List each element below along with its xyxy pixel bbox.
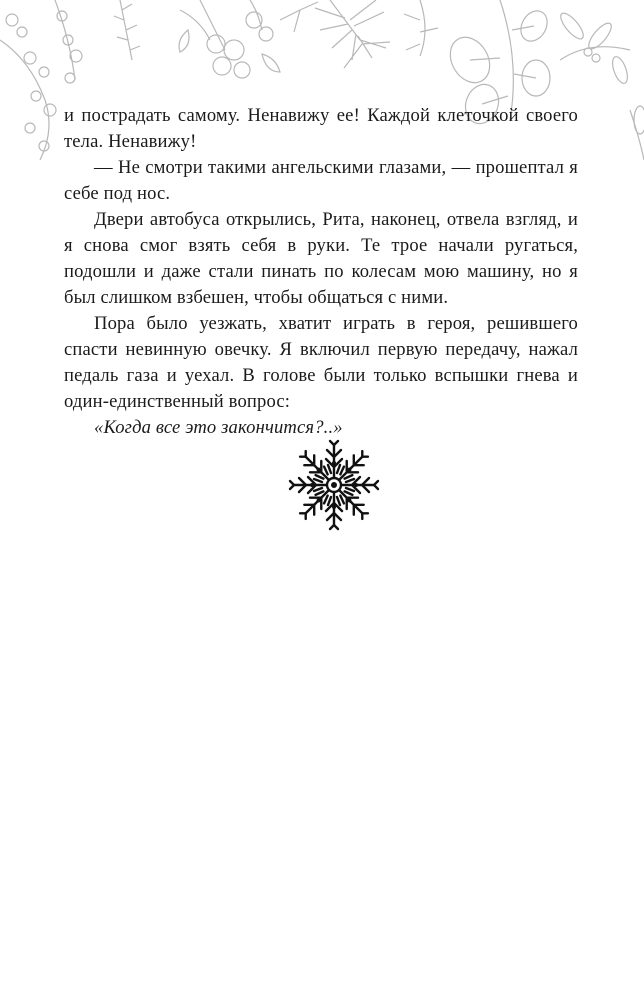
paragraph-5-quote: «Когда все это закончится?..» (94, 417, 343, 438)
snowflake-icon (286, 437, 382, 533)
paragraph-3: Двери автобуса открылись, Рита, наконец, отвела взгляд, и я снова смог взять себя в руки. Те трое начали ругаться, подошли и даже стали пинать по колесам мою машину, но я был слишком взбешен, чтобы общаться с ними. (64, 209, 578, 308)
paragraph-2: — Не смотри такими ангельскими глазами, — прошептал я себе под нос. (64, 157, 578, 204)
paragraph-1: и пострадать самому. Ненавижу ее! Каждой клеточкой своего тела. Ненавижу! (64, 105, 578, 152)
chapter-text (64, 103, 578, 441)
paragraph-4: Пора было уезжать, хватит играть в героя, решившего спасти невинную овечку. Я включил первую передачу, нажал педаль газа и уехал. В голове были только вспышки гнева и один-единственный вопрос: (64, 313, 578, 412)
